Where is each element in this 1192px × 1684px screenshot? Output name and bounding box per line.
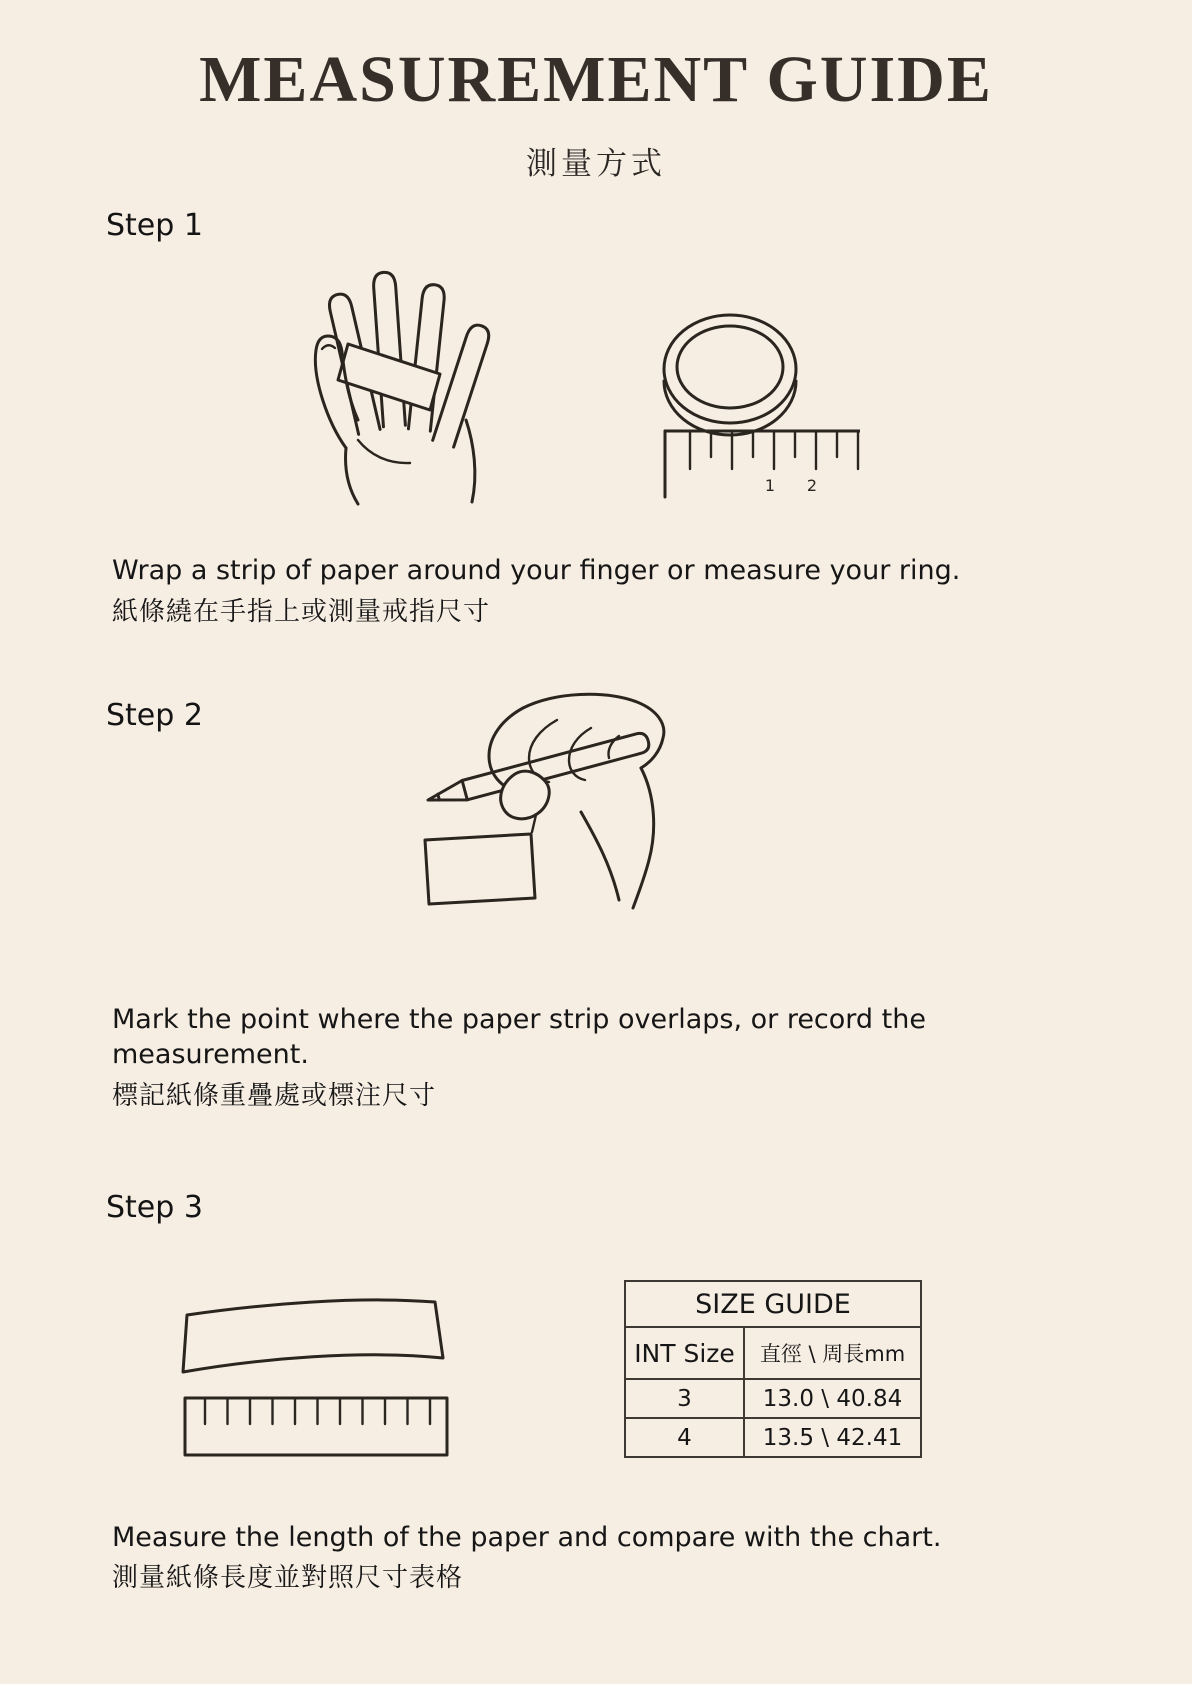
- paper-strip-and-ruler-illustration: [168, 1288, 458, 1470]
- size-guide-table: [624, 1280, 922, 1458]
- step1-caption-zh: 紙條繞在手指上或測量戒指尺寸: [112, 597, 491, 627]
- step2-caption-zh: 標記紙條重疊處或標注尺寸: [112, 1081, 437, 1111]
- ruler-number-2: 2: [806, 476, 818, 495]
- size-cell: 3: [625, 1379, 744, 1418]
- ring-ruler-icon: [648, 303, 860, 499]
- strip-ruler-icon: [168, 1288, 458, 1470]
- pencil-hand-icon: [405, 690, 685, 918]
- measurement-cell: 13.5 \ 42.41: [744, 1418, 921, 1457]
- table-row: [625, 1379, 921, 1418]
- size-cell: 4: [625, 1418, 744, 1457]
- size-guide-title: SIZE GUIDE: [625, 1281, 921, 1327]
- size-guide-col-int-size: INT Size: [625, 1327, 744, 1379]
- ring-on-ruler-illustration: [648, 303, 860, 499]
- hand-with-paper-strip-illustration: [288, 248, 503, 506]
- ruler-number-1: 1: [764, 476, 776, 495]
- step3-caption-zh: 測量紙條長度並對照尺寸表格: [112, 1563, 464, 1593]
- measurement-cell: 13.0 \ 40.84: [744, 1379, 921, 1418]
- paper-strip: [425, 834, 535, 904]
- step2-label: Step 2: [106, 698, 203, 733]
- step3-label: Step 3: [106, 1190, 203, 1225]
- page-title: MEASUREMENT GUIDE: [199, 43, 993, 116]
- step1-label: Step 1: [106, 208, 203, 243]
- table-row: [625, 1418, 921, 1457]
- step2-caption-en: Mark the point where the paper strip overlaps, or record the measurement.: [112, 1004, 926, 1070]
- page-subtitle: 測量方式: [526, 146, 666, 182]
- hand-icon: [288, 248, 503, 506]
- size-guide-col-diameter: 直徑 \ 周長mm: [744, 1327, 921, 1379]
- step3-caption-en: Measure the length of the paper and compare with the chart.: [112, 1522, 942, 1553]
- paper-strip: [338, 344, 440, 410]
- hand-marking-paper-illustration: [405, 690, 685, 918]
- step1-caption-en: Wrap a strip of paper around your finger or measure your ring.: [112, 555, 961, 586]
